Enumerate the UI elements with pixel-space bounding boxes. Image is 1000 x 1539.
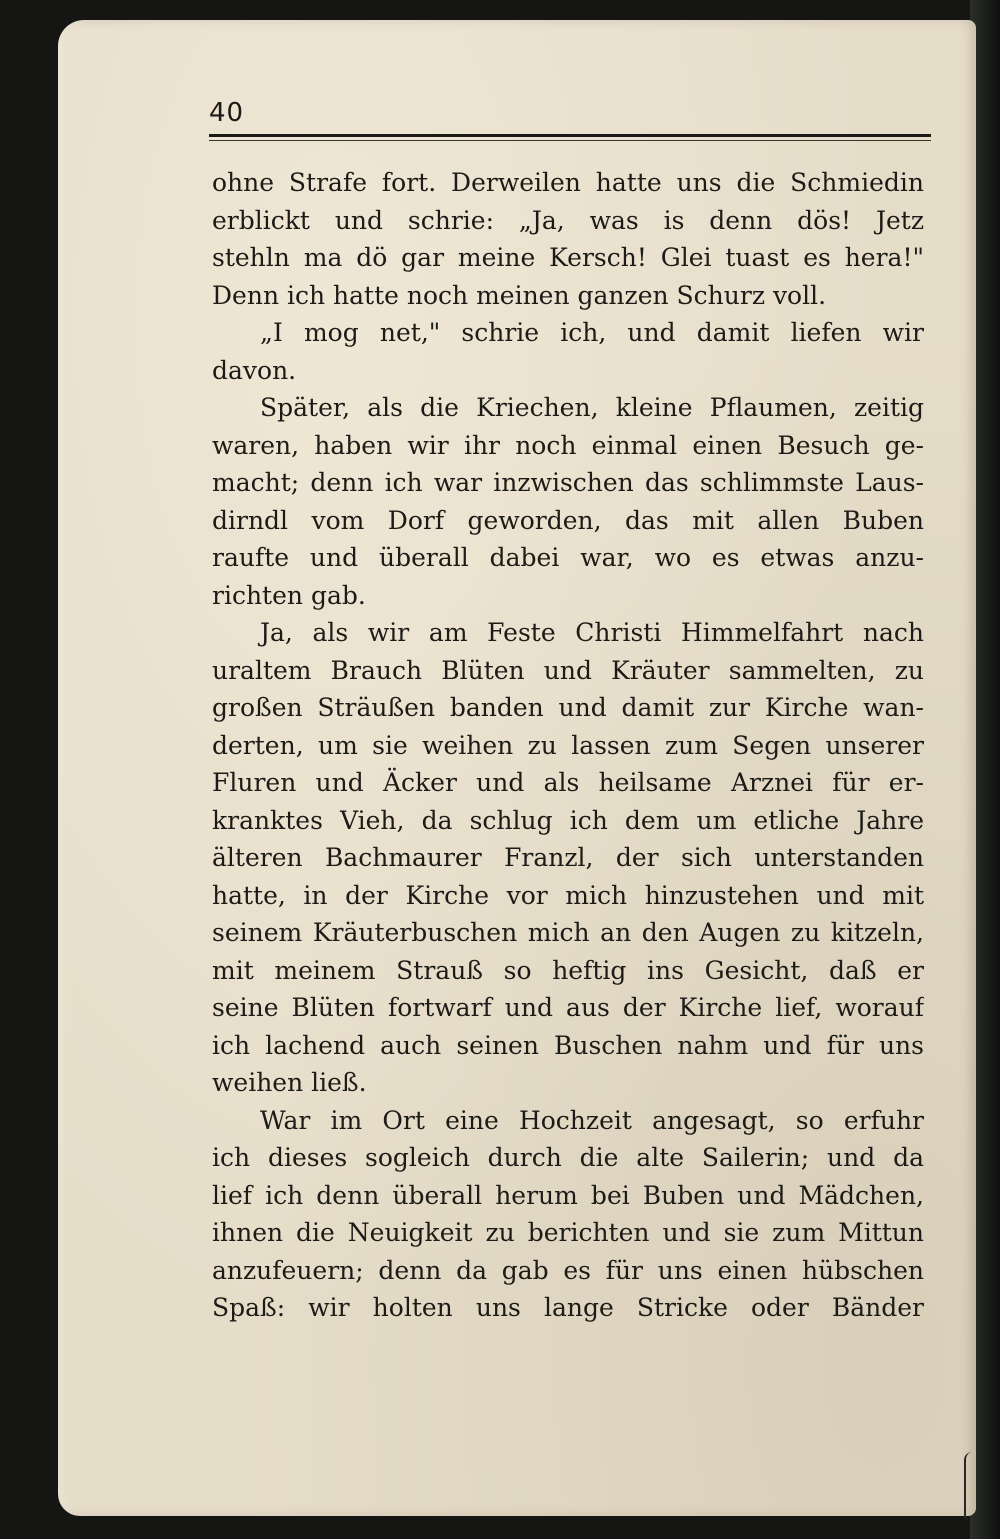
text-line: Spaß: wir holten uns lange Stricke oder Bänder xyxy=(212,1293,924,1322)
text-line: mit meinem Strauß so heftig ins Gesicht, daß er xyxy=(212,955,924,985)
text-line: großen Sträußen banden und damit zur Kirche wan- xyxy=(212,693,924,722)
text-line: ohne Strafe fort. Derweilen hatte uns die Schmiedin xyxy=(212,168,924,197)
text-line: raufte und überall dabei war, wo es etwas anzu- xyxy=(212,543,924,572)
text-line: seine Blüten fortwarf und aus der Kirche lief, worauf xyxy=(212,993,924,1022)
text-line: ich dieses sogleich durch die alte Sailerin; und da xyxy=(212,1143,924,1172)
text-line: Später, als die Kriechen, kleine Pflaumen, zeitig xyxy=(260,393,924,422)
text-line: waren, haben wir ihr noch einmal einen Besuch ge- xyxy=(212,430,924,460)
page-edge-mark xyxy=(964,1452,980,1522)
text-line: macht; denn ich war inzwischen das schlimmste Laus- xyxy=(212,468,924,497)
text-line: „I mog net," schrie ich, und damit liefen wir xyxy=(260,318,924,347)
text-line: davon. xyxy=(212,355,297,385)
text-line: stehln ma dö gar meine Kersch! Glei tuast es hera!" xyxy=(212,243,924,272)
text-line: kranktes Vieh, da schlug ich dem um etliche Jahre xyxy=(212,805,924,835)
text-line: dirndl vom Dorf geworden, das mit allen Buben xyxy=(212,505,924,535)
text-line: erblickt und schrie: „Ja, was is denn dös! Jetz xyxy=(212,205,924,235)
text-line: weihen ließ. xyxy=(212,1068,367,1097)
text-line: richten gab. xyxy=(212,580,366,610)
body-text xyxy=(212,164,924,1327)
text-line: derten, um sie weihen zu lassen zum Segen unserer xyxy=(212,730,924,760)
header-rule xyxy=(209,134,931,137)
text-line: hatte, in der Kirche vor mich hinzustehen und mit xyxy=(212,880,924,910)
text-line: lief ich denn überall herum bei Buben und Mädchen, xyxy=(212,1180,924,1210)
text-line: ihnen die Neuigkeit zu berichten und sie zum Mittun xyxy=(212,1218,924,1247)
text-line: uraltem Brauch Blüten und Kräuter sammelten, zu xyxy=(212,655,924,685)
text-line: älteren Bachmaurer Franzl, der sich unterstanden xyxy=(212,843,924,872)
page-header xyxy=(150,98,932,134)
text-line: ich lachend auch seinen Buschen nahm und für uns xyxy=(212,1030,924,1060)
text-line: Ja, als wir am Feste Christi Himmelfahrt nach xyxy=(260,618,924,647)
header-rule-thin xyxy=(209,140,931,141)
text-line: War im Ort eine Hochzeit angesagt, so erfuhr xyxy=(260,1105,924,1135)
page-number: 40 xyxy=(209,98,245,128)
text-line: seinem Kräuterbuschen mich an den Augen zu kitzeln, xyxy=(212,918,924,947)
text-line: Fluren und Äcker und als heilsame Arznei für er- xyxy=(212,768,924,797)
text-line: anzufeuern; denn da gab es für uns einen hübschen xyxy=(212,1255,924,1285)
text-line: Denn ich hatte noch meinen ganzen Schurz voll. xyxy=(212,280,827,310)
